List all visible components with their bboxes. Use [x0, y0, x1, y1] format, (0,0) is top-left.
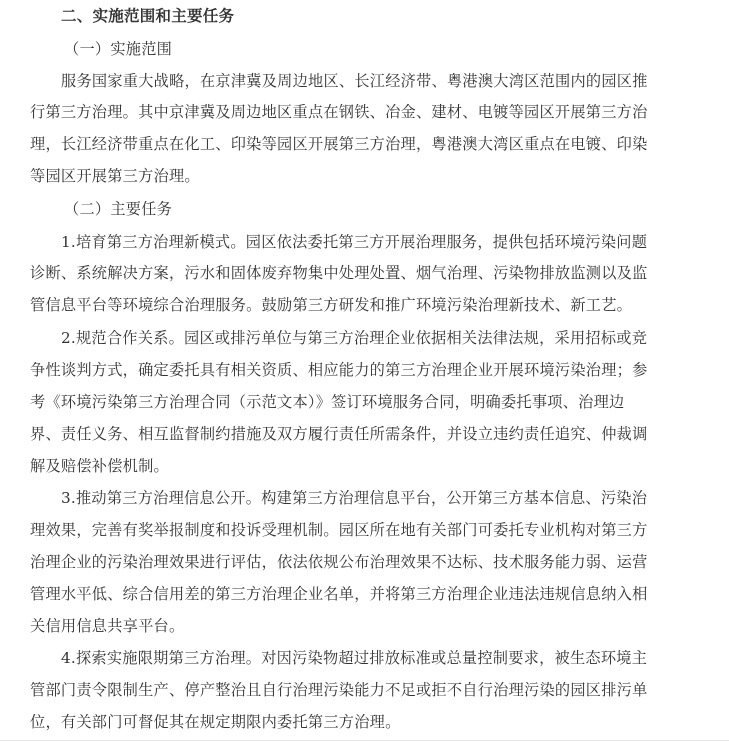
- task2-line: 界、责任义务、相互监督制约措施及双方履行责任所需条件，并设立违约责任追究、仲裁调: [30, 425, 648, 443]
- task3-line: 治理企业的污染治理效果进行评估，依法依规公布治理效果不达标、技术服务能力弱、运营: [30, 553, 648, 571]
- scope-paragraph-line: 等园区开展第三方治理。: [30, 167, 200, 185]
- tasks-heading: （二）主要任务: [64, 200, 173, 218]
- task1-line: 管信息平台等环境综合治理服务。鼓励第三方研发和推广环境污染治理新技术、新工艺。: [30, 296, 633, 314]
- task3-line: 管理水平低、综合信用差的第三方治理企业名单，并将第三方治理企业违法违规信息纳入相: [30, 585, 648, 603]
- task1-line: 1.培育第三方治理新模式。园区依法委托第三方开展治理服务，提供包括环境污染问题: [61, 233, 648, 251]
- section-heading: 二、实施范围和主要任务: [61, 7, 235, 25]
- task3-line: 理效果，完善有奖举报制度和投诉受理机制。园区所在地有关部门可委托专业机构对第三方: [30, 521, 648, 539]
- scope-paragraph-line: 服务国家重大战略，在京津冀及周边地区、长江经济带、粤港澳大湾区范围内的园区推: [61, 72, 648, 90]
- task2-line: 解及赔偿补偿机制。: [30, 457, 169, 475]
- task2-line: 2.规范合作关系。园区或排污单位与第三方治理企业依据相关法律法规，采用招标或竞: [61, 329, 648, 347]
- task3-line: 3.推动第三方治理信息公开。构建第三方治理信息平台，公开第三方基本信息、污染治: [61, 489, 648, 507]
- task1-line: 诊断、系统解决方案，污水和固体废弃物集中处理处置、烟气治理、污染物排放监测以及监: [30, 264, 648, 282]
- task4-line: 管部门责令限制生产、停产整治且自行治理污染能力不足或拒不自行治理污染的园区排污单: [30, 681, 648, 699]
- scope-paragraph-line: 理，长江经济带重点在化工、印染等园区开展第三方治理，粤港澳大湾区重点在电镀、印染: [30, 135, 648, 153]
- task4-line: 位，有关部门可督促其在规定期限内委托第三方治理。: [30, 713, 401, 731]
- task3-line: 关信用信息共享平台。: [30, 617, 185, 635]
- scope-paragraph-line: 行第三方治理。其中京津冀及周边地区重点在钢铁、冶金、建材、电镀等园区开展第三方治: [30, 103, 648, 121]
- task2-line: 争性谈判方式，确定委托具有相关资质、相应能力的第三方治理企业开展环境污染治理；参: [30, 361, 648, 379]
- scope-heading: （一）实施范围: [64, 40, 173, 58]
- task4-line: 4.探索实施限期第三方治理。对因污染物超过排放标准或总量控制要求，被生态环境主: [61, 649, 648, 667]
- task2-line: 考《环境污染第三方治理合同（示范文本）》签订环境服务合同，明确委托事项、治理边: [30, 393, 625, 411]
